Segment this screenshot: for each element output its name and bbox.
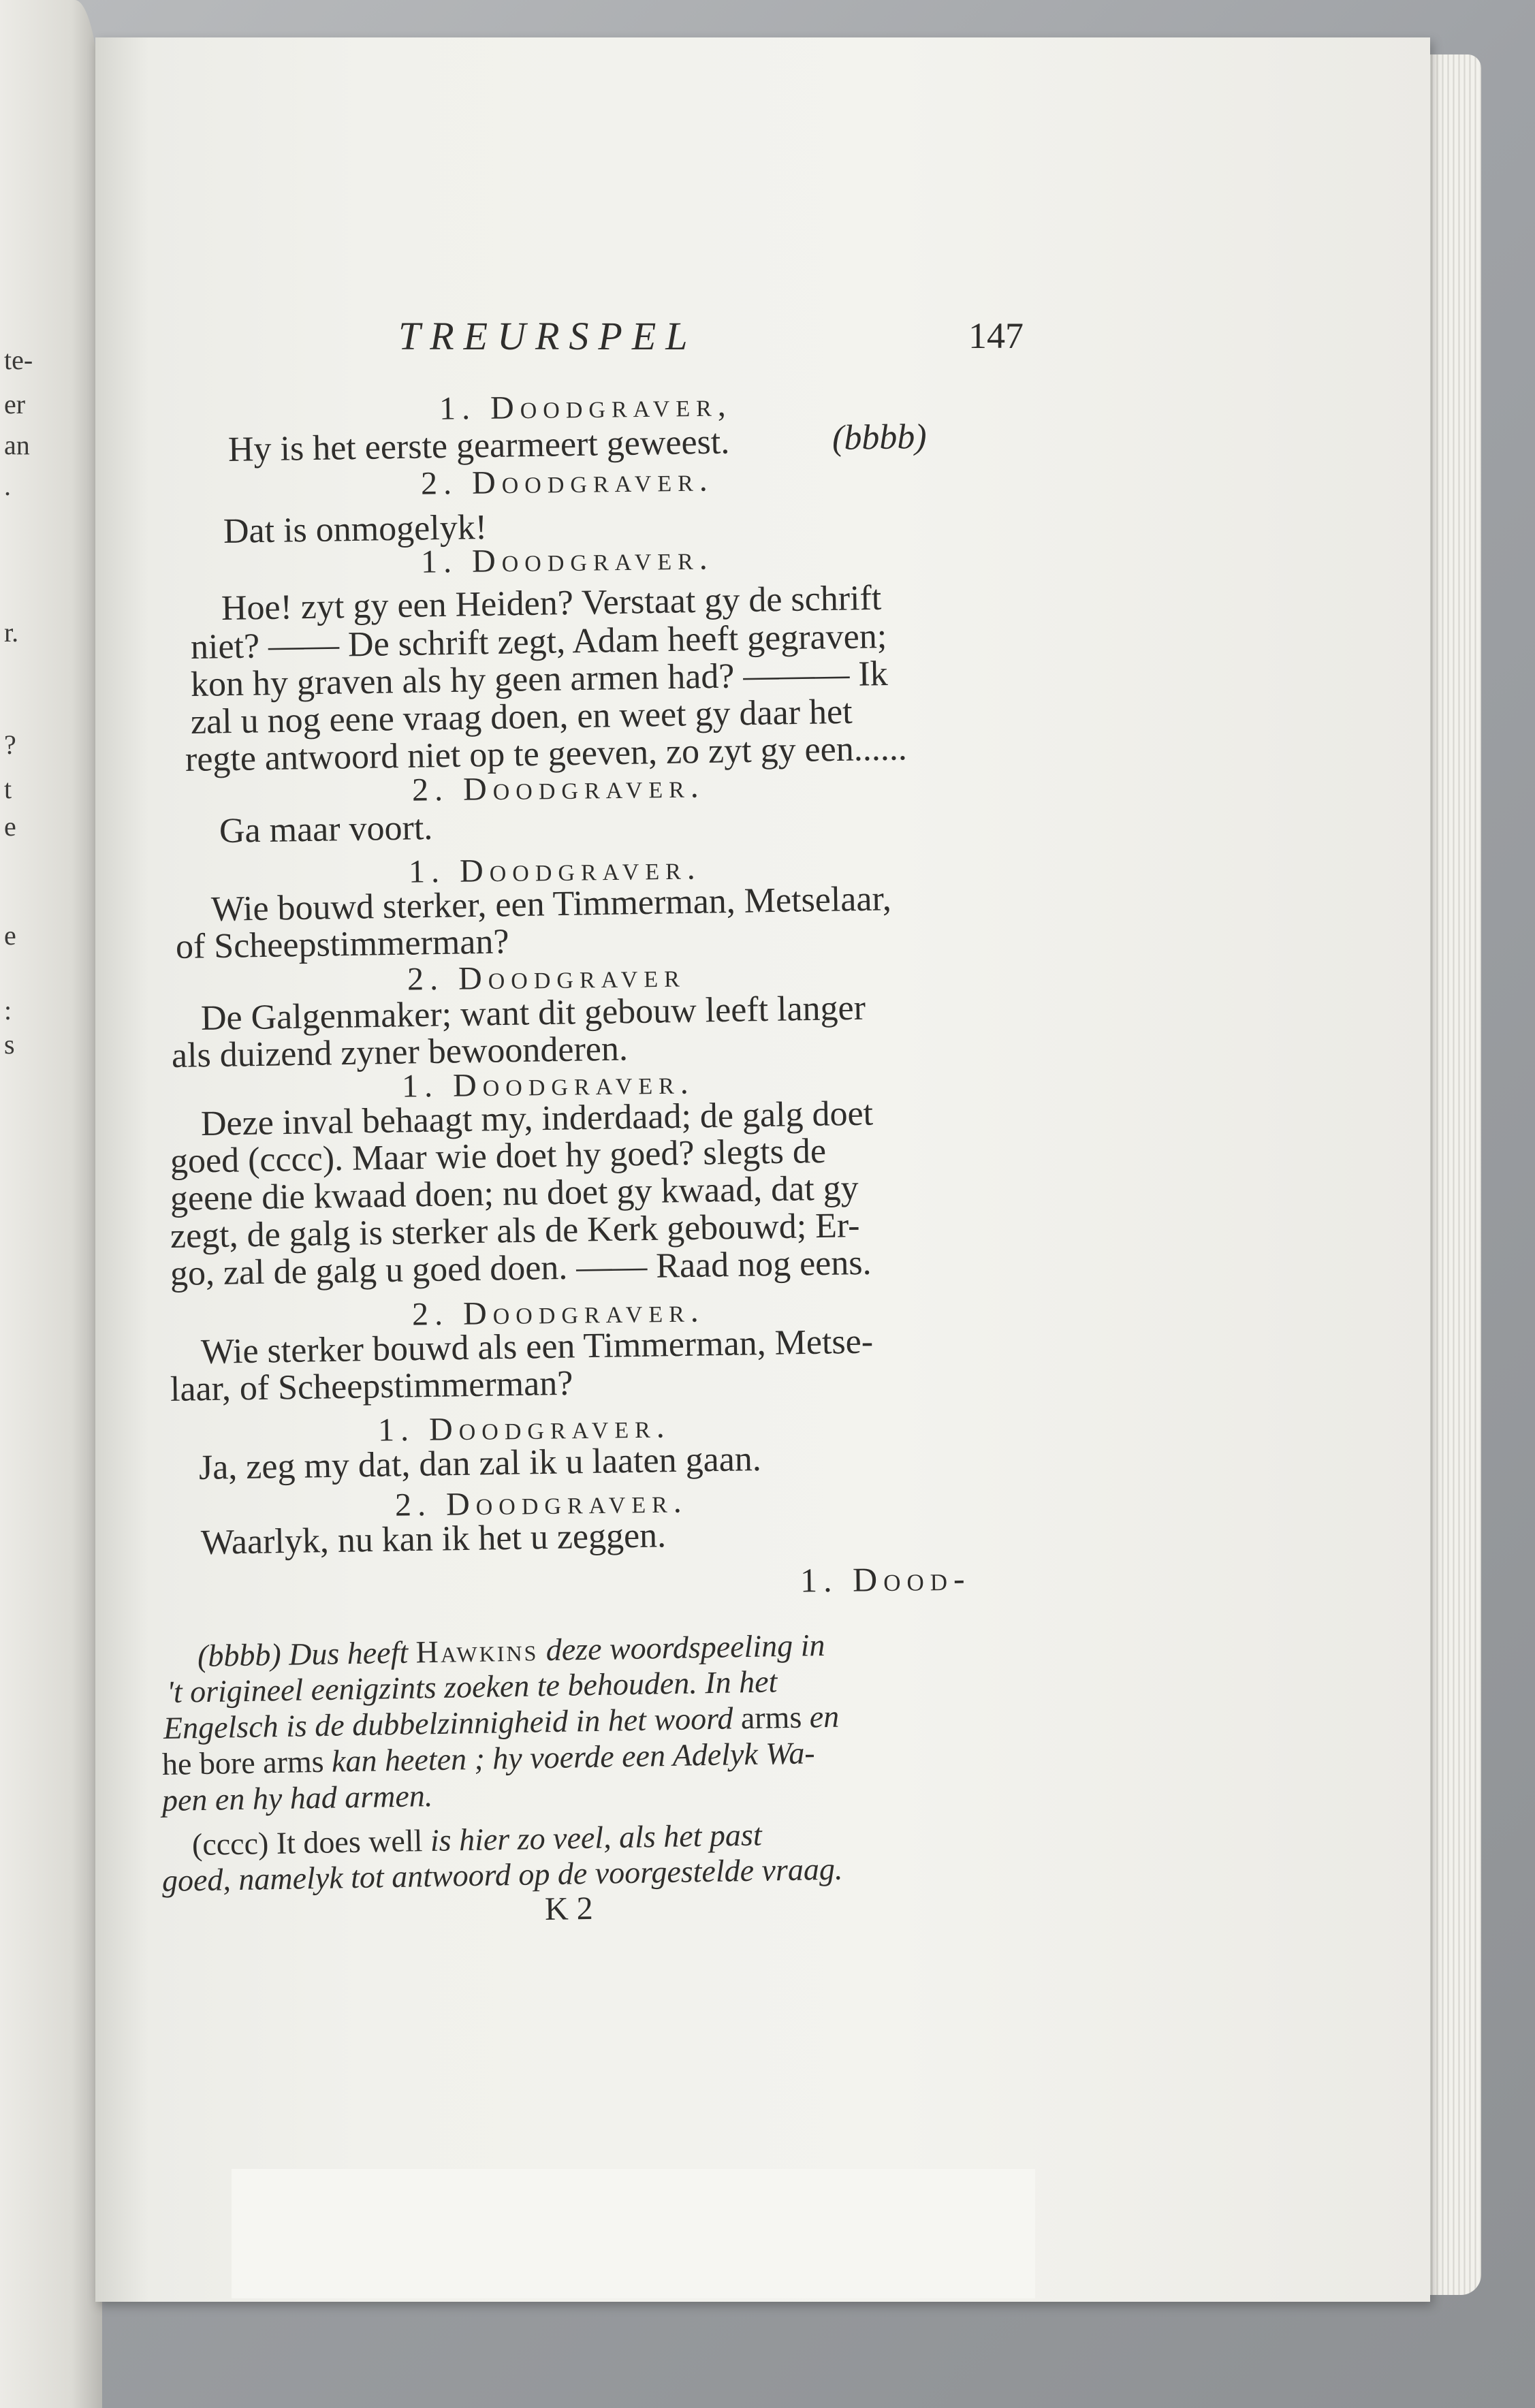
footnote-ref: (bbbb) xyxy=(832,417,928,458)
left-fragment: e xyxy=(4,920,16,951)
signature-mark: K 2 xyxy=(544,1890,594,1927)
dialogue-line: regte antwoord niet op te geeven, zo zyt gy een...... xyxy=(185,729,908,779)
footnote-line: goed, namelyk tot antwoord op de voorgestelde vraag. xyxy=(161,1851,843,1898)
left-fragment: : xyxy=(4,995,12,1026)
speaker-label: 1. Doodgraver. xyxy=(377,1408,671,1448)
page-number: 147 xyxy=(968,315,1024,356)
dialogue-line: geene die kwaad doen; nu doet gy kwaad, dat gy xyxy=(170,1169,859,1218)
left-fragment: t xyxy=(4,774,12,804)
dialogue-line: niet? —— De schrift zegt, Adam heeft gegraven; xyxy=(190,616,887,667)
speaker-label: 2. Doodgraver. xyxy=(411,1293,706,1333)
dialogue-line: Waarlyk, nu kan ik het u zeggen. xyxy=(200,1516,667,1562)
dialogue-line: laar, of Scheepstimmerman? xyxy=(170,1363,573,1409)
dialogue-line: goed (cccc). Maar wie doet hy goed? slegts de xyxy=(170,1131,827,1181)
dialogue-line: Ga maar voort. xyxy=(219,808,433,851)
dialogue-line: Hoe! zyt gy een Heiden? Verstaat gy de schrift xyxy=(221,578,882,628)
footnote-line: he bore arms kan heeten ; hy voerde een Adelyk Wa- xyxy=(161,1735,816,1781)
dialogue-line: Wie bouwd sterker, een Timmerman, Metselaar, xyxy=(210,879,892,929)
speaker-label: 1. Doodgraver. xyxy=(408,850,702,890)
left-fragment: . xyxy=(4,471,11,501)
left-fragment: r. xyxy=(4,617,19,648)
speaker-label: 2. Doodgraver. xyxy=(420,462,714,502)
left-fragment: ? xyxy=(4,729,16,760)
left-fragment: s xyxy=(4,1029,15,1060)
footnote-line: Engelsch is de dubbelzinnigheid in het woord arms en xyxy=(163,1698,840,1745)
dialogue-line: Dat is onmogelyk! xyxy=(223,507,488,551)
dialogue-line: zal u nog eene vraag doen, en weet gy daar het xyxy=(190,692,853,742)
dialogue-line: Deze inval behaagt my, inderdaad; de galg doet xyxy=(200,1094,874,1143)
footnote-line: pen en hy had armen. xyxy=(161,1778,433,1818)
dialogue-line: Wie sterker bouwd als een Timmerman, Metse- xyxy=(200,1322,874,1372)
footnote-line: 't origineel eenigzints zoeken te behouden. In het xyxy=(166,1664,778,1709)
speaker-label: 1. Doodgraver. xyxy=(401,1064,695,1105)
footnote-line: (cccc) It does well is hier zo veel, als het past xyxy=(191,1817,763,1862)
left-fragment: an xyxy=(4,430,30,460)
speaker-label: 1. Doodgraver. xyxy=(420,540,714,580)
dialogue-line: kon hy graven als hy geen armen had? ——— Ik xyxy=(190,654,889,704)
dialogue-line: De Galgenmaker; want dit gebouw leeft langer xyxy=(200,988,866,1038)
left-fragment: te- xyxy=(4,345,33,375)
dialogue-line: of Scheepstimmerman? xyxy=(175,922,509,966)
speaker-label: 2. Doodgraver xyxy=(407,957,686,998)
catchword: 1. Dood- xyxy=(800,1559,971,1600)
dialogue-line: go, zal de galg u goed doen. —— Raad nog eens. xyxy=(170,1243,872,1293)
dialogue-line: Hy is het eerste gearmeert geweest. xyxy=(227,422,730,469)
running-head-title: TREURSPEL xyxy=(398,314,697,358)
speaker-label: 2. Doodgraver. xyxy=(394,1483,689,1523)
left-fragment: e xyxy=(4,811,16,842)
dialogue-line: als duizend zyner bewoonderen. xyxy=(171,1029,629,1075)
speaker-label: 2. Doodgraver. xyxy=(411,768,706,808)
dialogue-line: Ja, zeg my dat, dan zal ik u laaten gaan. xyxy=(198,1440,762,1487)
footnote-line: (bbbb) Dus heeft Hawkins deze woordspeeling in xyxy=(197,1627,825,1673)
speaker-label: 1. Doodgraver, xyxy=(439,387,733,427)
dialogue-line: zegt, de galg is sterker als de Kerk gebouwd; Er- xyxy=(170,1206,860,1256)
left-fragment: er xyxy=(4,389,26,419)
